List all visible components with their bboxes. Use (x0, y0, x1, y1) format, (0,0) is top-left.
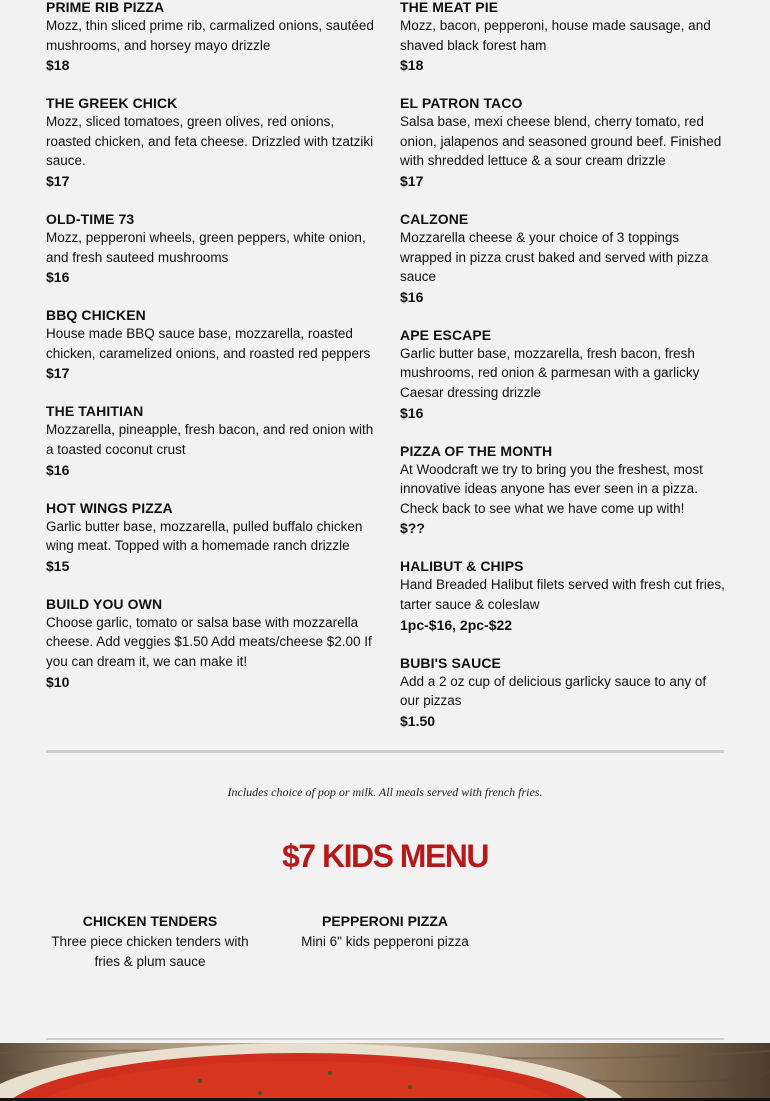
menu-item-name: PIZZA OF THE MONTH (400, 442, 553, 459)
menu-item-price: $1.50 (400, 712, 436, 729)
kids-item-name: PEPPERONI PIZZA (321, 913, 449, 929)
pizza-menu (46, 0, 726, 750)
section-divider (46, 1038, 724, 1040)
menu-item-name: HALIBUT & CHIPS (400, 558, 524, 575)
menu-item-price: $10 (46, 673, 70, 690)
menu-item-description: Garlic butter base, mozzarella, fresh bacon, fresh mushrooms, red onion & parmesan with a garlicky Caesar dressing drizzle (400, 345, 700, 400)
menu-item-name: OLD-TIME 73 (46, 210, 135, 227)
menu-item-name: HOT WINGS PIZZA (46, 499, 173, 516)
menu-item (400, 654, 726, 731)
menu-item-name: BUILD YOU OWN (46, 595, 163, 612)
menu-item-price: $17 (400, 172, 424, 189)
menu-item-description: Mozz, bacon, pepperoni, house made sausage, and shaved black forest ham (400, 18, 711, 53)
menu-item-description: Salsa base, mexi cheese blend, cherry tomato, red onion, jalapenos and seasoned ground beef. Finished with shredded lettuce & a sour cream drizzle (400, 114, 722, 169)
menu-item-price: $18 (46, 57, 70, 74)
menu-item (46, 595, 376, 692)
menu-item-price: $16 (46, 269, 70, 286)
menu-item (400, 0, 726, 75)
menu-item-name: CALZONE (400, 210, 469, 227)
kids-item-description: Three piece chicken tenders with fries & plum sauce (51, 934, 249, 969)
menu-item-description: Mozzarella, pineapple, fresh bacon, and red onion with a toasted coconut crust (46, 422, 374, 457)
kids-menu-item (46, 912, 254, 971)
menu-item-name: PRIME RIB PIZZA (46, 0, 165, 15)
menu-item-description: Mozz, thin sliced prime rib, carmalized onions, sautéed mushrooms, and horsey mayo drizzle (46, 18, 374, 53)
menu-item-description: Hand Breaded Halibut filets served with fresh cut fries, tarter sauce & coleslaw (400, 577, 725, 612)
menu-item (46, 402, 376, 479)
menu-item-name: APE ESCAPE (400, 326, 492, 343)
menu-item (400, 326, 726, 423)
menu-column-right (400, 0, 726, 750)
kids-item-name: CHICKEN TENDERS (82, 913, 218, 929)
menu-item (400, 94, 726, 191)
pizza-photo (0, 1043, 770, 1101)
section-divider (46, 750, 724, 753)
pizza-photo-image (0, 1043, 770, 1101)
menu-item-description: Add a 2 oz cup of delicious garlicky sauce to any of our pizzas (400, 673, 707, 709)
menu-item (46, 306, 376, 383)
menu-item-price: $17 (46, 365, 70, 382)
menu-item-name: THE MEAT PIE (400, 0, 499, 15)
menu-item-price: $16 (400, 404, 424, 421)
menu-item-description: Garlic butter base, mozzarella, pulled buffalo chicken wing meat. Topped with a homemade ranch drizzle (46, 518, 363, 554)
kids-menu-note: Includes choice of pop or milk. All meals served with french fries. (227, 785, 543, 799)
kids-item-description: Mini 6" kids pepperoni pizza (301, 934, 469, 949)
menu-item-price: $16 (46, 461, 70, 478)
kids-menu-item (282, 912, 488, 952)
kids-menu-title: $7 KIDS MENU (281, 838, 489, 874)
menu-item-price: 1pc-$16, 2pc-$22 (400, 616, 513, 633)
menu-item-name: BBQ CHICKEN (46, 307, 146, 324)
menu-item (400, 557, 726, 634)
menu-item-price: $18 (400, 57, 424, 74)
menu-item-price: $?? (400, 520, 425, 537)
menu-item-name: EL PATRON TACO (400, 95, 523, 112)
menu-item-name: BUBI'S SAUCE (400, 654, 501, 671)
menu-item-name: THE GREEK CHICK (46, 95, 178, 112)
menu-item-description: Choose garlic, tomato or salsa base with mozzarella cheese. Add veggies $1.50 Add meats/cheese $2.00 If you can dream it, we can make it! (46, 614, 372, 669)
menu-item-description: House made BBQ sauce base, mozzarella, roasted chicken, caramelized onions, and roasted red peppers (46, 326, 371, 361)
menu-column-left (46, 0, 376, 750)
menu-item-name: THE TAHITIAN (46, 403, 144, 420)
menu-item-description: Mozz, pepperoni wheels, green peppers, white onion, and fresh sauteed mushrooms (46, 229, 366, 265)
menu-item (46, 210, 376, 287)
menu-item-price: $17 (46, 172, 70, 189)
menu-item-price: $15 (46, 557, 70, 574)
menu-item-description: At Woodcraft we try to bring you the freshest, most innovative ideas anyone has ever seen in a pizza. Check back to see what we have come up with! (400, 461, 703, 516)
menu-item (400, 442, 726, 539)
menu-item (46, 499, 376, 576)
menu-item-description: Mozz, sliced tomatoes, green olives, red onions, roasted chicken, and feta cheese. Drizzled with tzatziki sauce. (46, 114, 374, 169)
menu-item (400, 210, 726, 307)
menu-item (46, 94, 376, 191)
menu-item (46, 0, 376, 75)
menu-item-price: $16 (400, 288, 424, 305)
menu-item-description: Mozzarella cheese & your choice of 3 toppings wrapped in pizza crust baked and served with pizza sauce (400, 229, 709, 285)
